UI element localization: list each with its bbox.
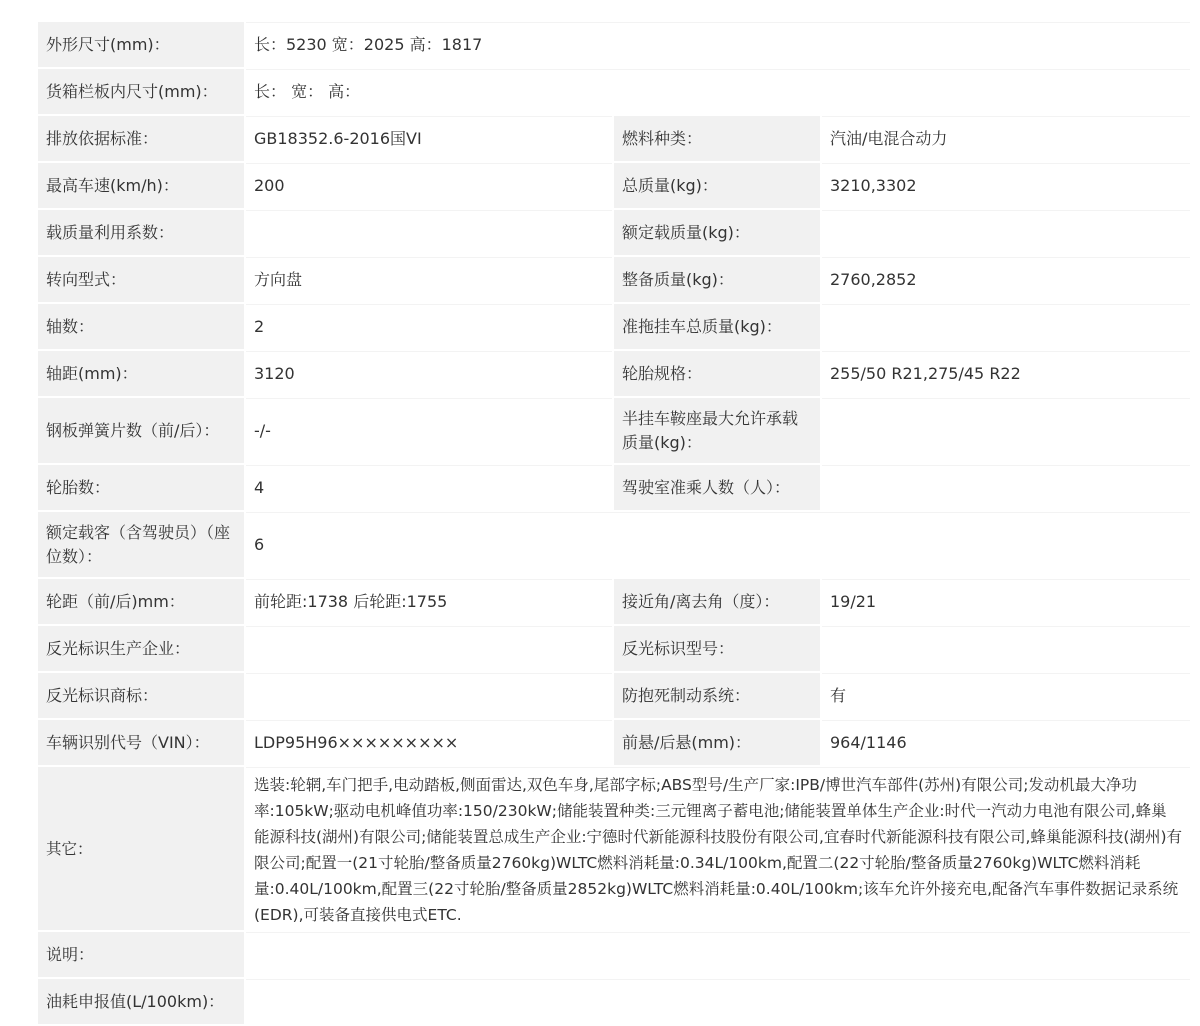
table-row [38,398,1190,465]
row-value-secondary: 3210,3302 [822,163,1190,210]
table-row [38,720,1190,767]
row-value [246,626,612,673]
row-value: -/- [246,398,612,465]
row-label: 轴距(mm)： [38,351,246,398]
row-value: 200 [246,163,612,210]
row-value-notes: 选装:轮辋,车门把手,电动踏板,侧面雷达,双色车身,尾部字标;ABS型号/生产厂家:IPB/博世汽车部件(苏州)有限公司;发动机最大净功率:105kW;驱动电机峰值功率:150/230kW;储能装置种类:三元锂离子蓄电池;储能装置单体生产企业:时代一汽动力电池有限公司,蜂巢能源科技(湖州)有限公司;储能装置总成生产企业:宁德时代新能源科技股份有限公司,宜春时代新能源科技有限公司,蜂巢能源科技(湖州)有限公司;配置一(21寸轮胎/整备质量2760kg)WLTC燃料消耗量:0.34L/100km,配置二(22寸轮胎/整备质量2760kg)WLTC燃料消耗量:0.40L/100km,配置三(22寸轮胎/整备质量2852kg)WLTC燃料消耗量:0.40L/100km;该车允许外接充电,配备汽车事件数据记录系统(EDR),可装备直接供电式ETC. [246,767,1190,932]
row-value-secondary: 964/1146 [822,720,1190,767]
row-value: 4 [246,465,612,512]
table-row [38,465,1190,512]
table-row [38,932,1190,979]
row-label-secondary: 半挂车鞍座最大允许承载质量(kg)： [612,398,822,465]
row-value: GB18352.6-2016国VI [246,116,612,163]
table-row [38,116,1190,163]
row-label-secondary: 准拖挂车总质量(kg)： [612,304,822,351]
row-value-secondary: 汽油/电混合动力 [822,116,1190,163]
row-value [246,932,1190,979]
row-label: 反光标识商标： [38,673,246,720]
table-row [38,69,1190,116]
row-value [246,979,1190,1026]
table-row [38,512,1190,579]
table-row [38,767,1190,932]
row-value: 2 [246,304,612,351]
row-label: 其它： [38,767,246,932]
table-row [38,351,1190,398]
row-value: 3120 [246,351,612,398]
spec-sheet [38,22,1190,1026]
table-row [38,304,1190,351]
row-label: 最高车速(km/h)： [38,163,246,210]
row-value-secondary: 2760,2852 [822,257,1190,304]
row-label: 额定载客（含驾驶员）（座位数）： [38,512,246,579]
vehicle-spec-table [38,22,1190,1026]
row-label-secondary: 燃料种类： [612,116,822,163]
row-label: 轴数： [38,304,246,351]
row-value: 前轮距:1738 后轮距:1755 [246,579,612,626]
row-value-secondary [822,398,1190,465]
row-value-secondary [822,210,1190,257]
row-label-secondary: 前悬/后悬(mm)： [612,720,822,767]
row-label-secondary: 轮胎规格： [612,351,822,398]
row-value [246,673,612,720]
row-label: 转向型式： [38,257,246,304]
row-value-secondary: 19/21 [822,579,1190,626]
row-value: 方向盘 [246,257,612,304]
table-row [38,579,1190,626]
row-value-secondary: 255/50 R21,275/45 R22 [822,351,1190,398]
row-label: 轮胎数： [38,465,246,512]
table-row [38,979,1190,1026]
table-row [38,163,1190,210]
row-label-secondary: 接近角/离去角（度）： [612,579,822,626]
row-label: 说明： [38,932,246,979]
row-value-secondary [822,626,1190,673]
row-value: 6 [246,512,1190,579]
table-row [38,22,1190,69]
row-label-secondary: 额定载质量(kg)： [612,210,822,257]
row-label-secondary: 整备质量(kg)： [612,257,822,304]
table-row [38,210,1190,257]
row-label: 反光标识生产企业： [38,626,246,673]
row-label: 油耗申报值(L/100km)： [38,979,246,1026]
row-value: 长： 宽： 高： [246,69,1190,116]
row-label: 车辆识别代号（VIN）： [38,720,246,767]
table-row [38,673,1190,720]
row-label-secondary: 总质量(kg)： [612,163,822,210]
table-row [38,257,1190,304]
row-label: 排放依据标准： [38,116,246,163]
row-label-secondary: 驾驶室准乘人数（人）： [612,465,822,512]
row-value [246,210,612,257]
row-label: 钢板弹簧片数（前/后）： [38,398,246,465]
row-label: 外形尺寸(mm)： [38,22,246,69]
row-label: 轮距（前/后)mm： [38,579,246,626]
table-row [38,626,1190,673]
row-value-secondary: 有 [822,673,1190,720]
row-value: LDP95H96××××××××× [246,720,612,767]
row-value: 长：5230 宽：2025 高：1817 [246,22,1190,69]
row-label: 货箱栏板内尺寸(mm)： [38,69,246,116]
row-label: 载质量利用系数： [38,210,246,257]
row-label-secondary: 防抱死制动系统： [612,673,822,720]
row-label-secondary: 反光标识型号： [612,626,822,673]
row-value-secondary [822,304,1190,351]
row-value-secondary [822,465,1190,512]
